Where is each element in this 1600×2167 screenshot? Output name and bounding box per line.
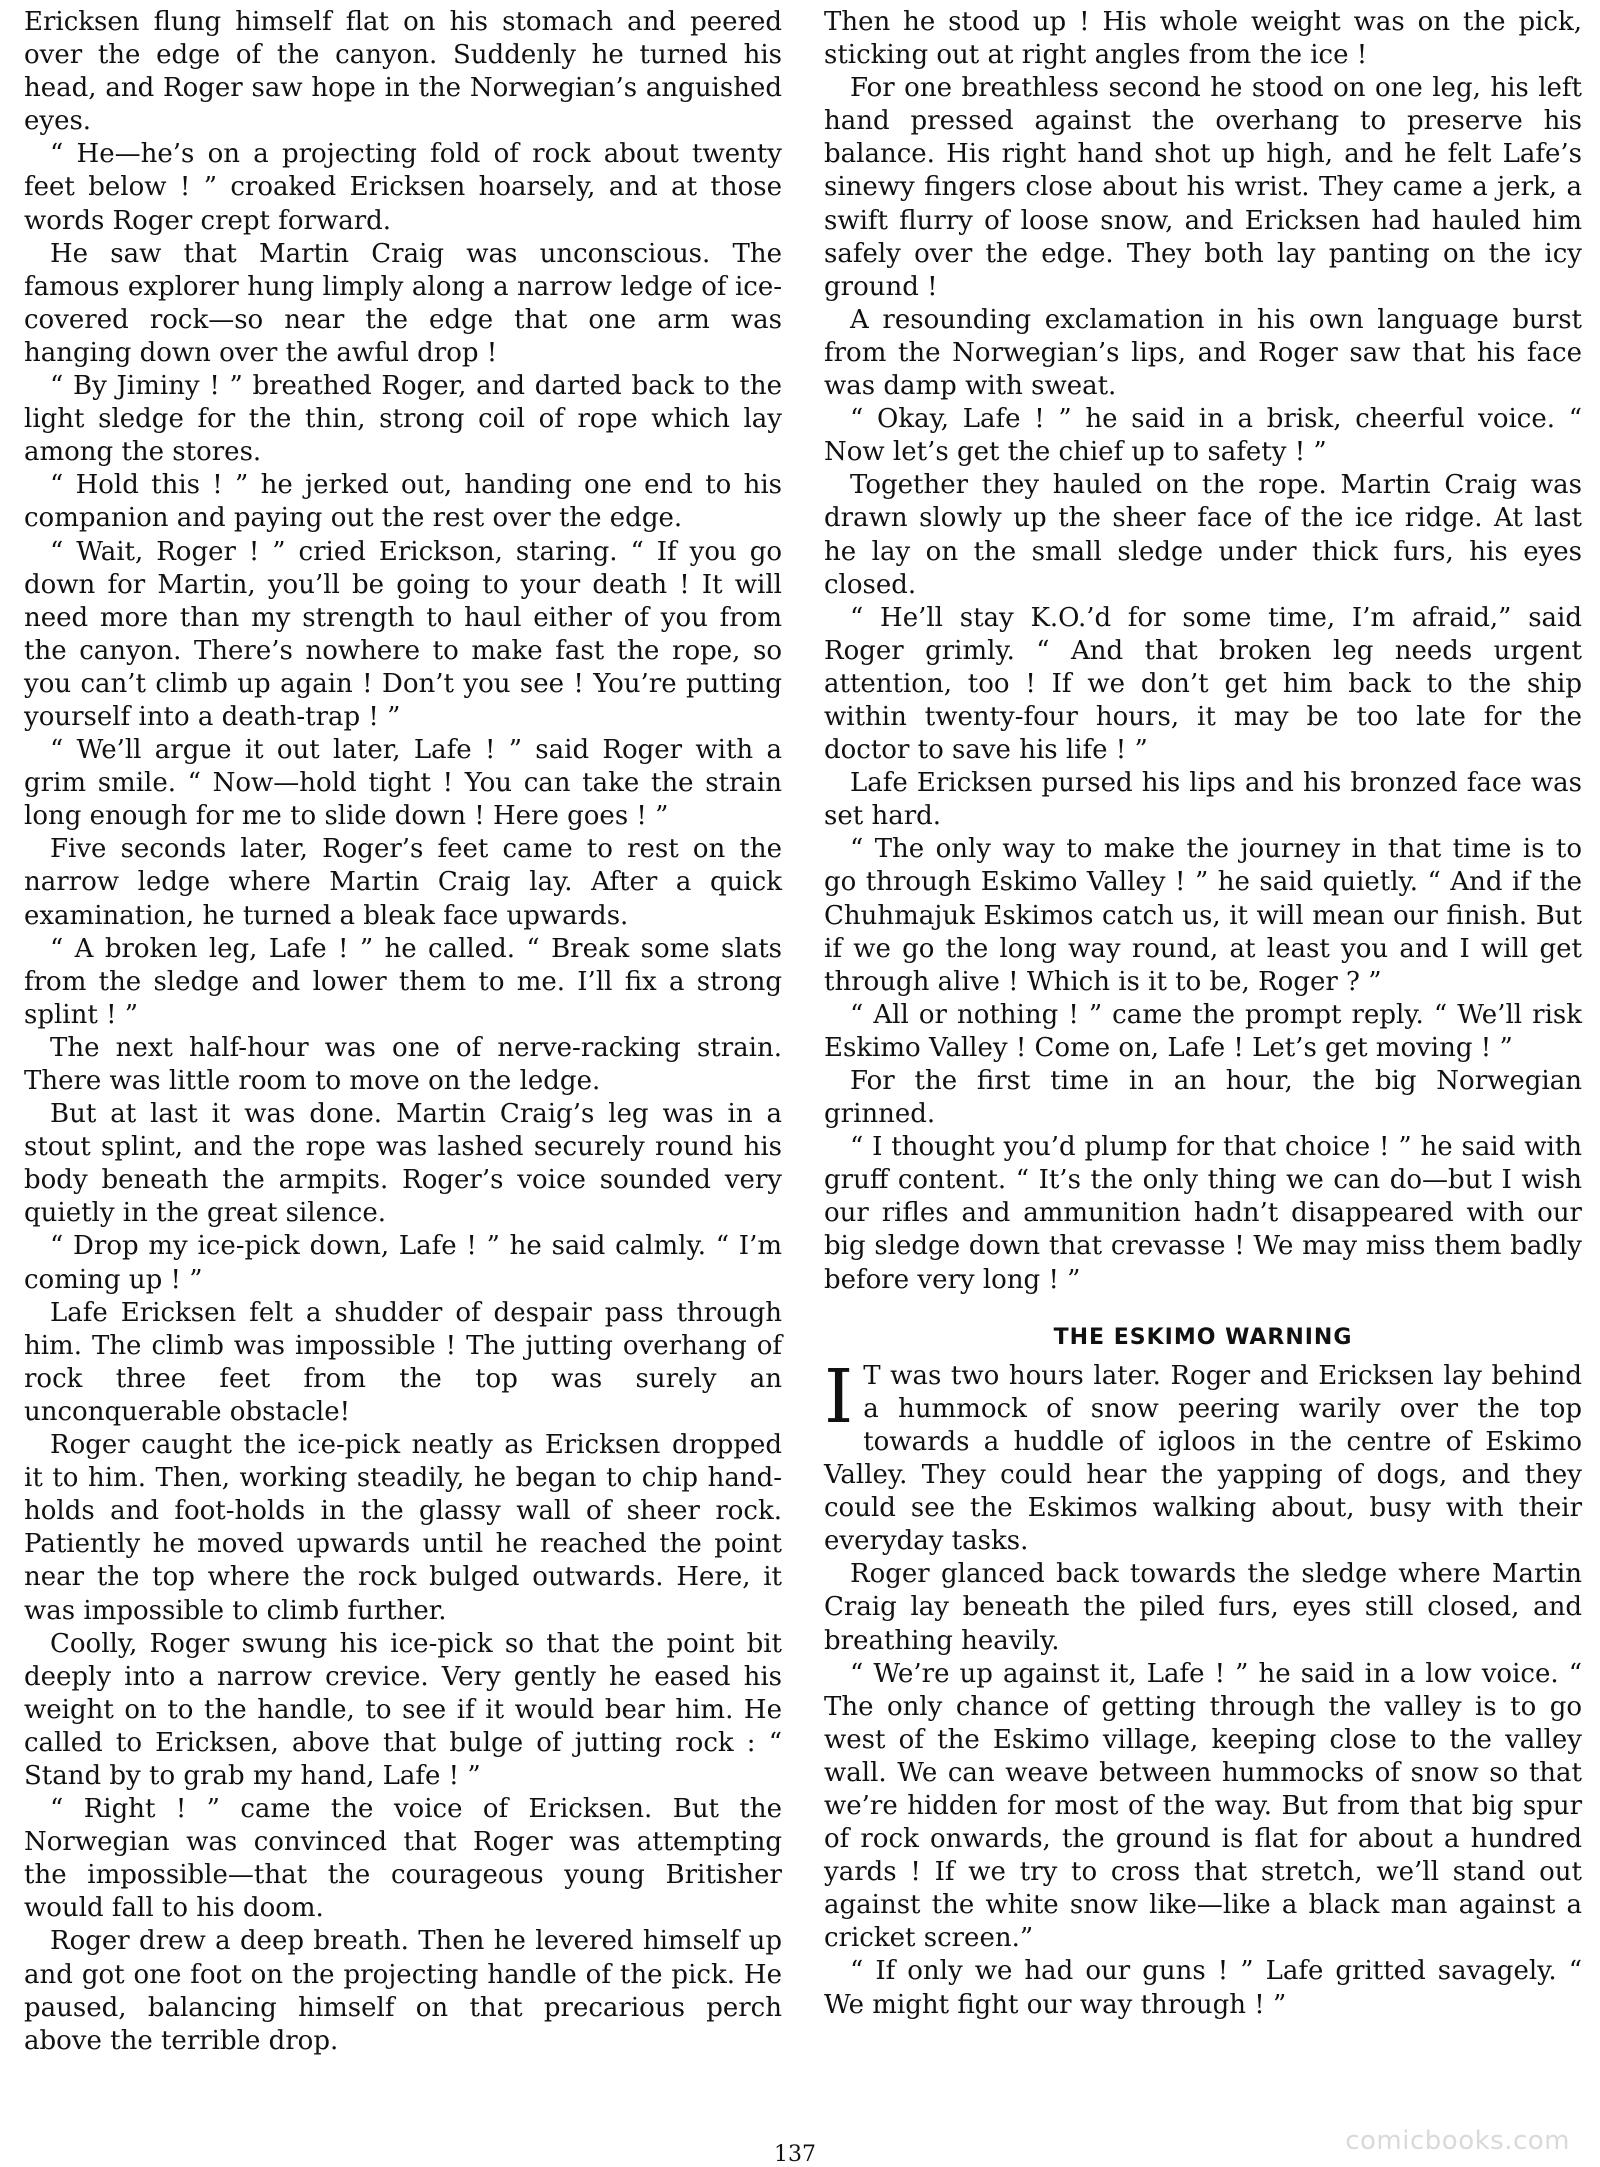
paragraph: Lafe Ericksen pursed his lips and his bronzed face was set hard.: [824, 768, 1582, 832]
paragraph: He saw that Martin Craig was unconscious. The famous explorer hung limply along a narrow ledge of ice-covered rock—so near the edge that one arm was hanging down over the awful drop !: [24, 238, 782, 368]
paragraph: For one breathless second he stood on one leg, his left hand pressed against the overhang to preserve his balance. His right hand shot up high, and he felt Lafe’s sinewy fingers close about his wrist. They came a jerk, a swift flurry of loose snow, and Ericksen had hauled him safely over the edge. They both lay panting on the icy ground !: [824, 73, 1582, 302]
dropcap-paragraph-text: T was two hours later. Roger and Ericksen lay behind a hummock of snow peering warily over the top towards a huddle of igloos in the centre of Eskimo Valley. They could hear the yapping of dogs, and they could see the Eskimos walking about, busy with their everyday tasks.: [824, 1360, 1582, 1557]
dropcap-paragraph: [824, 1353, 1582, 1559]
paragraph: The next half-hour was one of nerve-racking strain. There was little room to move on the ledge.: [24, 1032, 782, 1096]
paragraph: “ Drop my ice-pick down, Lafe ! ” he said calmly. “ I’m coming up ! ”: [24, 1231, 782, 1295]
paragraph: “ Wait, Roger ! ” cried Erickson, staring. “ If you go down for Martin, you’ll be going to your death ! It will need more than my strength to haul either of you from the canyon. There’s nowhere to make fast the rope, so you can’t climb up again ! Don’t you see ! You’re putting yourself into a death-trap ! ”: [24, 536, 782, 732]
paragraph: “ He—he’s on a projecting fold of rock about twenty feet below ! ” croaked Ericksen hoarsely, and at those words Roger crept forward.: [24, 139, 782, 236]
paragraph: Roger drew a deep breath. Then he levered himself up and got one foot on the projecting handle of the pick. He paused, balancing himself on that precarious perch above the terrible drop.: [24, 1926, 782, 2056]
paragraph: “ Okay, Lafe ! ” he said in a brisk, cheerful voice. “ Now let’s get the chief up to safety ! ”: [824, 404, 1582, 468]
paragraph: Together they hauled on the rope. Martin Craig was drawn slowly up the sheer face of the ice ridge. At last he lay on the small sledge under thick furs, his eyes closed.: [824, 470, 1582, 600]
paragraph: Lafe Ericksen felt a shudder of despair pass through him. The climb was impossible ! The jutting overhang of rock three feet from the top was surely an unconquerable obstacle!: [24, 1297, 782, 1427]
paragraph: “ He’ll stay K.O.’d for some time, I’m afraid,” said Roger grimly. “ And that broken leg needs urgent attention, too ! If we don’t get him back to the ship within twenty-four hours, it may be too late for the doctor to save his life ! ”: [824, 602, 1582, 766]
paragraph: Roger glanced back towards the sledge where Martin Craig lay beneath the piled furs, eyes still closed, and breathing heavily.: [824, 1559, 1582, 1656]
watermark: comicbooks.com: [1345, 2126, 1570, 2156]
story-page: [24, 6, 1582, 2156]
page-number: 137: [774, 2142, 816, 2167]
paragraph: Five seconds later, Roger’s feet came to rest on the narrow ledge where Martin Craig lay. After a quick examination, he turned a bleak face upwards.: [24, 834, 782, 931]
paragraph: “ All or nothing ! ” came the prompt reply. “ We’ll risk Eskimo Valley ! Come on, Lafe ! Let’s get moving ! ”: [824, 999, 1582, 1063]
paragraph: “ Hold this ! ” he jerked out, handing one end to his companion and paying out the rest over the edge.: [24, 470, 782, 534]
dropcap-letter: I: [824, 1353, 854, 1440]
paragraph: “ We’ll argue it out later, Lafe ! ” said Roger with a grim smile. “ Now—hold tight ! You can take the strain long enough for me to slide down ! Here goes ! ”: [24, 735, 782, 832]
paragraph: But at last it was done. Martin Craig’s leg was in a stout splint, and the rope was lashed securely round his body beneath the armpits. Roger’s voice sounded very quietly in the great silence.: [24, 1099, 782, 1229]
paragraph: “ I thought you’d plump for that choice ! ” he said with gruff content. “ It’s the only thing we can do—but I wish our rifles and ammunition hadn’t disappeared with our big sledge down that crevasse ! We may miss them badly before very long ! ”: [824, 1132, 1582, 1295]
section-heading: THE ESKIMO WARNING: [1053, 1324, 1353, 1350]
paragraph: “ If only we had our guns ! ” Lafe gritted savagely. “ We might fight our way through ! ”: [824, 1956, 1582, 2020]
paragraph: Ericksen flung himself flat on his stomach and peered over the edge of the canyon. Suddenly he turned his head, and Roger saw hope in the Norwegian’s anguished eyes.: [24, 7, 782, 137]
left-column: [24, 6, 782, 2058]
paragraph: For the first time in an hour, the big Norwegian grinned.: [824, 1066, 1582, 1130]
paragraph: “ Right ! ” came the voice of Ericksen. But the Norwegian was convinced that Roger was attempting the impossible—that the courageous young Britisher would fall to his doom.: [24, 1794, 782, 1924]
paragraph: Roger caught the ice-pick neatly as Ericksen dropped it to him. Then, working steadily, he began to chip hand-holds and foot-holds in the glassy wall of sheer rock. Patiently he moved upwards until he reached the point near the top where the rock bulged outwards. Here, it was impossible to climb further.: [24, 1430, 782, 1626]
paragraph: Then he stood up ! His whole weight was on the pick, sticking out at right angles from the ice !: [824, 7, 1582, 71]
paragraph: “ We’re up against it, Lafe ! ” he said in a low voice. “ The only chance of getting through the valley is to go west of the Eskimo village, keeping close to the valley wall. We can weave between hummocks of snow so that we’re hidden for most of the way. But from that big spur of rock onwards, the ground is flat for about a hundred yards ! If we try to cross that stretch, we’ll stand out against the white snow like—like a black man against a cricket screen.”: [824, 1658, 1582, 1954]
paragraph: “ The only way to make the journey in that time is to go through Eskimo Valley ! ” he said quietly. “ And if the Chuhmajuk Eskimos catch us, it will mean our finish. But if we go the long way round, at least you and I will get through alive ! Which is it to be, Roger ? ”: [824, 834, 1582, 997]
paragraph: A resounding exclamation in his own language burst from the Norwegian’s lips, and Roger saw that his face was damp with sweat.: [824, 304, 1582, 402]
paragraph: “ A broken leg, Lafe ! ” he called. “ Break some slats from the sledge and lower them to me. I’ll fix a strong splint ! ”: [24, 933, 782, 1030]
right-column: [824, 6, 1582, 2022]
paragraph: Coolly, Roger swung his ice-pick so that the point bit deeply into a narrow crevice. Very gently he eased his weight on to the handle, to see if it would bear him. He called to Ericksen, above that bulge of jutting rock : “ Stand by to grab my hand, Lafe ! ”: [24, 1628, 782, 1791]
paragraph: “ By Jiminy ! ” breathed Roger, and darted back to the light sledge for the thin, strong coil of rope which lay among the stores.: [24, 371, 782, 468]
